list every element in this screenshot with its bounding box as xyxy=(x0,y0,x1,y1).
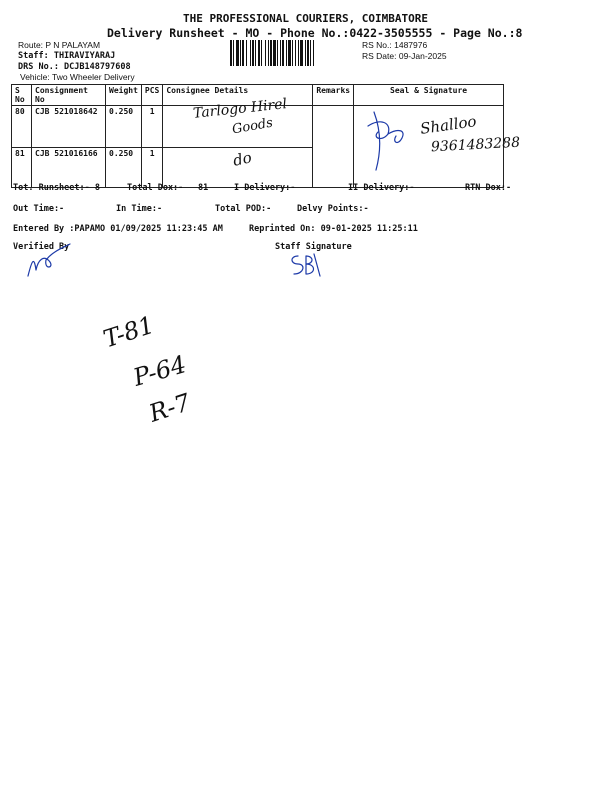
cell-consignment: CJB 521018642 xyxy=(32,106,106,148)
staff-signature xyxy=(288,250,328,280)
route-text: Route: P N PALAYAM xyxy=(18,40,101,50)
rtn-dox: RTN Dox:- xyxy=(465,183,512,193)
reprinted-on: Reprinted On: 09-01-2025 11:25:11 xyxy=(249,224,418,234)
col-header-weight: Weight xyxy=(106,85,142,106)
col-header-sno: S No xyxy=(12,85,32,106)
staff-signature-label: Staff Signature xyxy=(275,242,352,252)
col-header-consignment: Consignment No xyxy=(32,85,106,106)
handwritten-note-r: R-7 xyxy=(145,388,194,428)
cell-pcs: 1 xyxy=(141,106,162,148)
cell-weight: 0.250 xyxy=(106,148,142,188)
tot-runsheet: Tot. Runsheet:- 8 xyxy=(13,183,100,193)
i-delivery: I Delivery:- xyxy=(234,183,296,193)
verified-by-signature xyxy=(24,240,74,280)
total-dox-value: 81 xyxy=(198,183,209,193)
rs-date: RS Date: 09-Jan-2025 xyxy=(362,51,447,61)
col-header-consignee: Consignee Details xyxy=(163,85,313,106)
col-header-pcs: PCS xyxy=(141,85,162,106)
col-header-seal: Seal & Signature xyxy=(354,85,504,106)
total-dox-label: Total Dox:- xyxy=(127,183,184,193)
cell-consignment: CJB 521016166 xyxy=(32,148,106,188)
runsheet-title: Delivery Runsheet - MO - Phone No.:0422-3505555 - Page No.:8 xyxy=(107,26,523,40)
entered-by: Entered By :PAPAMO 01/09/2025 11:23:45 AM xyxy=(13,224,223,234)
cell-weight: 0.250 xyxy=(106,106,142,148)
handwritten-note-p: P-64 xyxy=(130,350,190,392)
vehicle-text: Vehicle: Two Wheeler Delivery xyxy=(20,72,135,82)
handwritten-seal-name: Shalloo xyxy=(419,112,478,138)
drs-text: DRS No.: DCJB148797608 xyxy=(18,62,131,72)
handwritten-note-t: T-81 xyxy=(99,310,158,354)
out-time: Out Time:- xyxy=(13,204,65,214)
handwritten-consignee-1-line2: Goods xyxy=(231,115,275,138)
staff-text: Staff: THIRAVIYARAJ xyxy=(18,51,116,61)
table-row xyxy=(12,148,504,188)
col-header-remarks: Remarks xyxy=(313,85,354,106)
handwritten-consignee-1-line1: Tarlogo Hirel xyxy=(192,96,288,122)
cell-pcs: 1 xyxy=(141,148,162,188)
handwritten-consignee-2: do xyxy=(231,148,254,170)
rs-no: RS No.: 1487976 xyxy=(362,40,428,50)
verified-by-label: Verified By xyxy=(13,242,70,252)
handwritten-phone: 9361483288 xyxy=(430,134,521,156)
receiver-signature-scribble xyxy=(362,108,422,178)
cell-remarks xyxy=(313,106,354,148)
cell-sno: 81 xyxy=(12,148,32,188)
ii-delivery: II Delivery:- xyxy=(348,183,415,193)
cell-sno: 80 xyxy=(12,106,32,148)
total-pod: Total POD:- xyxy=(215,204,272,214)
cell-remarks xyxy=(313,148,354,188)
company-title: THE PROFESSIONAL COURIERS, COIMBATORE xyxy=(183,12,429,25)
in-time: In Time:- xyxy=(116,204,163,214)
delvy-points: Delvy Points:- xyxy=(297,204,369,214)
barcode xyxy=(230,40,354,66)
